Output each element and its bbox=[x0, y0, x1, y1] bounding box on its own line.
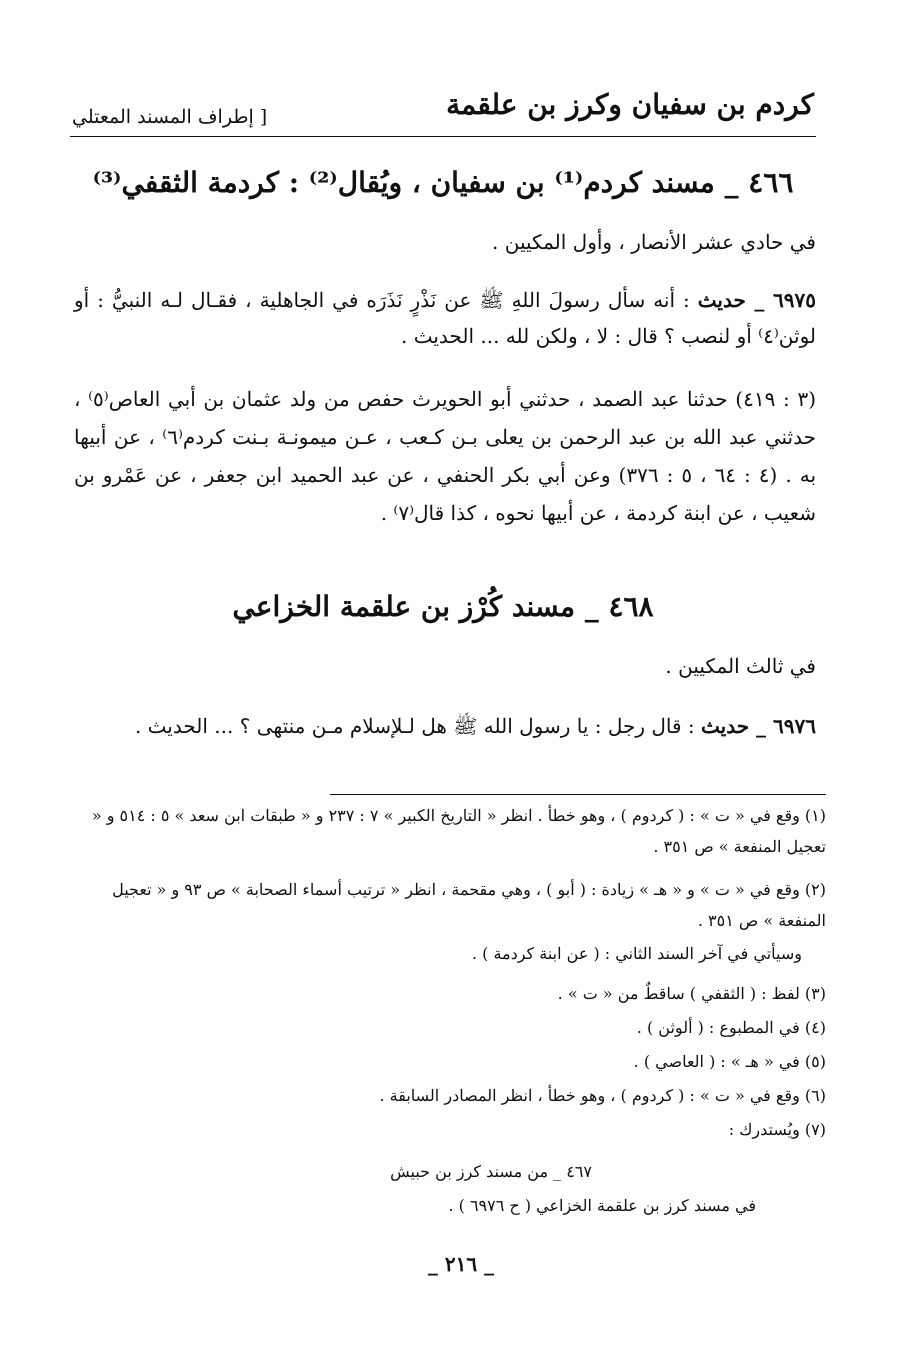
addendum-line-2: في مسند كرز بن علقمة الخزاعي ( ح ٦٩٧٦ ) . bbox=[448, 1196, 756, 1215]
footnote-6-num: (٦) bbox=[804, 1086, 826, 1105]
section-466-intro: في حادي عشر الأنصار ، وأول المكيين . bbox=[492, 230, 816, 254]
header-rule bbox=[70, 136, 816, 137]
section-heading-468: ٤٦٨ _ مسند كُرْز بن علقمة الخزاعي bbox=[232, 590, 654, 623]
footnote-3-num: (٣) bbox=[804, 984, 826, 1003]
footnote-5-num: (٥) bbox=[804, 1052, 826, 1071]
hadith-6975 bbox=[74, 282, 816, 354]
footnote-6 bbox=[74, 1080, 826, 1111]
footnote-2-text: وقع في « ت » و « هـ » زيادة : ( أبو ) ، وهي مقحمة ، انظر « ترتيب أسماء الصحابة » ص ٩٣ و « تعجيل المنفعة » ص ٣٥١ . bbox=[112, 880, 826, 930]
footnote-4-text: في المطبوع : ( ألوثن ) . bbox=[636, 1018, 800, 1037]
footnote-7 bbox=[74, 1114, 826, 1145]
footnote-2-num: (٢) bbox=[804, 880, 826, 899]
footnote-2-continuation: وسيأتي في آخر السند الثاني : ( عن ابنة كردمة ) . bbox=[471, 944, 802, 963]
footnote-1-text: وقع في « ت » : ( كردوم ) ، وهو خطأ . انظر « التاريخ الكبير » ٧ : ٢٣٧ و « طبقات ابن سعد » ٥ : ٥١٤ و « تعجيل المنفعة » ص ٣٥١ . bbox=[91, 806, 826, 856]
footnote-2 bbox=[74, 874, 826, 936]
footnote-3 bbox=[74, 978, 826, 1009]
hadith-6975-label: ٦٩٧٥ _ حديث bbox=[697, 288, 816, 312]
hadith-6976-text: : قال رجل : يا رسول الله ﷺ هل لـلإسلام مـن منتهى ؟ ... الحديث . bbox=[134, 714, 702, 738]
footnote-6-text: وقع في « ت » : ( كردوم ) ، وهو خطأ ، انظر المصادر السابقة . bbox=[379, 1086, 800, 1105]
footnote-rule bbox=[330, 794, 826, 795]
section-468-intro: في ثالث المكيين . bbox=[665, 654, 816, 678]
footnote-4 bbox=[74, 1012, 826, 1043]
hadith-6975-text: : أنه سأل رسولَ اللهِ ﷺ عن نَذْرٍ نَذَرَه في الجاهلية ، فقـال لـه النبيُّ : أو لوثن⁽٤⁾ أو لنصب ؟ قال : لا ، ولكن لله ... الحديث . bbox=[74, 288, 816, 348]
running-header-book: [ إطراف المسند المعتلي bbox=[72, 106, 268, 128]
hadith-6976 bbox=[74, 708, 816, 744]
isnad-paragraph: (٣ : ٤١٩) حدثنا عبد الصمد ، حدثني أبو الحويرث حفص من ولد عثمان بن أبي العاص⁽٥⁾ ، حدثني عبد الله بن عبد الرحمن بن يعلى بـن كـعب ، عـن ميمونـة بـنت كردم⁽٦⁾ ، عن أبيها به . (٤ : ٦٤ ، ٥ : ٣٧٦) وعن أبي بكر الحنفي ، عن عبد الحميد ابن جعفر ، عن عَمْرو بن شعيب ، عن ابنة كردمة ، عن أبيها نحوه ، كذا قال⁽٧⁾ . bbox=[74, 387, 817, 525]
footnote-5-text: في « هـ » : ( العاصي ) . bbox=[633, 1052, 800, 1071]
footnote-4-num: (٤) bbox=[804, 1018, 826, 1037]
hadith-6976-label: ٦٩٧٦ _ حديث bbox=[701, 714, 816, 738]
footnote-3-text: لفظ : ( الثقفي ) ساقطٌ من « ت » . bbox=[557, 984, 800, 1003]
addendum-line-1: ٤٦٧ _ من مسند كرز بن حبيش bbox=[390, 1162, 592, 1181]
footnote-1-num: (١) bbox=[804, 806, 826, 825]
footnote-1 bbox=[74, 800, 826, 862]
footnote-7-text: ويُستدرك : bbox=[728, 1120, 800, 1139]
running-header-title: كردم بن سفيان وكرز بن علقمة bbox=[446, 88, 814, 121]
section-heading-466: ٤٦٦ _ مسند كردم⁽¹⁾ بن سفيان ، ويُقال⁽²⁾ : كردمة الثقفي⁽³⁾ bbox=[92, 166, 794, 199]
footnote-5 bbox=[74, 1046, 826, 1077]
page-number: _ ٢١٦ _ bbox=[427, 1252, 495, 1276]
footnote-7-num: (٧) bbox=[804, 1120, 826, 1139]
